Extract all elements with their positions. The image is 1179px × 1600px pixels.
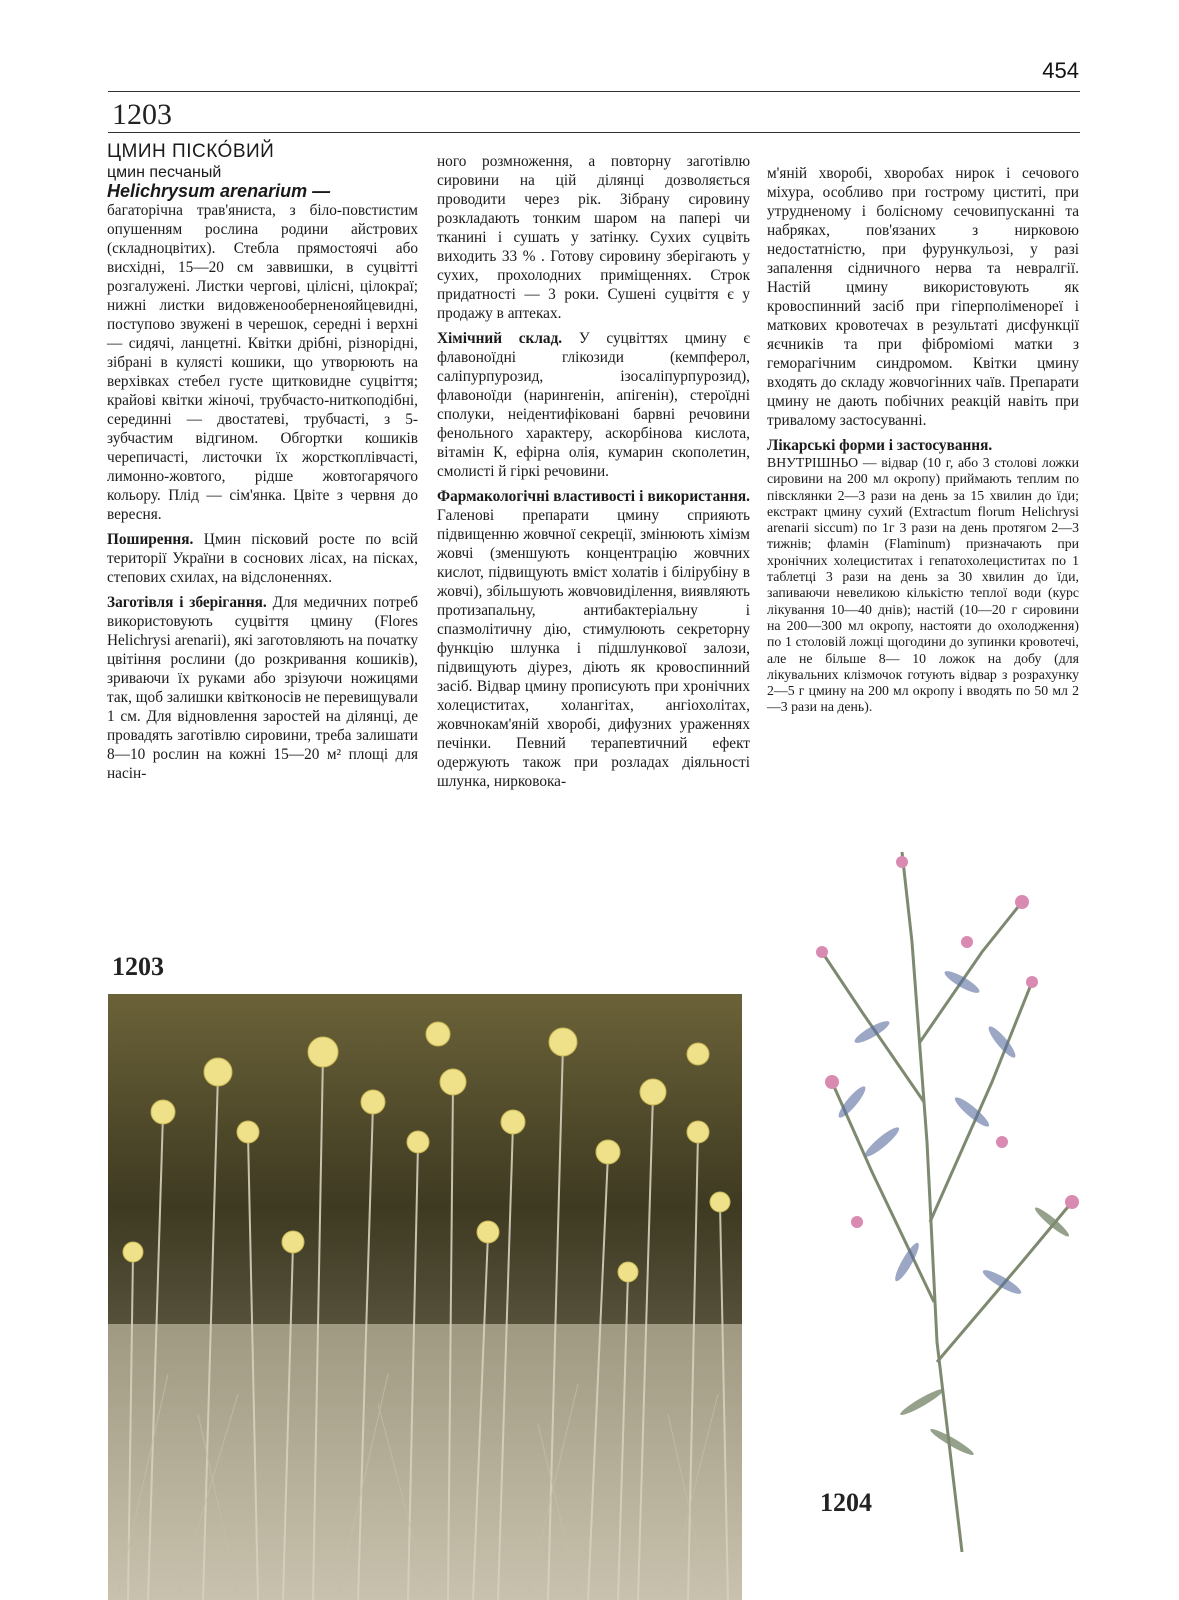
distribution-paragraph	[107, 530, 418, 587]
harvest-paragraph	[107, 593, 418, 783]
entry-number: 1203	[112, 98, 172, 131]
figure-label-1203: 1203	[112, 952, 164, 981]
plant-photo-illustration	[108, 994, 742, 1600]
entry-rule	[108, 132, 1080, 133]
section-heading: Поширення.	[107, 531, 194, 548]
section-text: У суцвіттях цмину є флавоноїдні глікозиди (кемпферол, саліпурпурозид, ізосаліпурпурозид), флавоноїди (наринrенін, апігенін), стероїдні сполуки, неідентифіковані барвні речовини фенольного характеру, аскорбінова кислота, вітамін К, ефірна олія, кумарин скополетин, смолисті й гіркі речовини.	[437, 330, 750, 480]
page-number: 454	[1042, 58, 1079, 83]
section-heading: Хімічний склад.	[437, 330, 563, 347]
section-text: Галенові препарати цмину сприяють підвищенню жовчної секреції, змінюють хімізм жовчі (зменшують концентрацію жовчних кислот, підвищують вміст холатів і білірубіну в жовчі), збільшують жовчовиділення, виявляють протизапальну, антибактеріальну і спазмолітичну дію, стимулюють секреторну функцію шлунка і підшлункової залози, підвищують діурез, діють як кровоспинний засіб. Відвар цмину прописують при хронічних холециститах, холангітах, ангіохолітах, жовчнокам'яній хворобі, дифузних ураженнях печінки. Певний терапевтичний ефект одержують також при розладах діяльності шлунка, нирковока-	[437, 507, 750, 790]
section-text: Цмин пісковий росте по всій території України в соснових лісах, на пісках, степових схилах, на відслоненнях.	[107, 531, 418, 586]
latin-name: Helichrysum arenarium —	[107, 181, 331, 201]
entry-title-ua: ЦМИН ПІСКО́ВИЙ	[107, 141, 275, 162]
section-heading: Заготівля і зберігання.	[107, 594, 267, 611]
dosage-paragraph: ВНУТРІШНЬО — відвар (10 г, або 3 столові ложки сировини на 200 мл окропу) приймають теплим по півсклянки 2—3 рази на день за 15 хвилин до їди; екстракт цмину сухий (Extractum florum Helichrysi arenarii siccum) по 1г 3 рази на день протягом 2—3 тижнів; фламін (Flaminum) призначають при хронічних холециститах і гепатохолециститах по 1 таблетці 3 рази на день за 30 хвилин до їди, запиваючи невеликою кількістю теплої води (курс лікування 10—40 днів); настій (10—20 г сировини на 200—300 мл окропу, настояти до охолодження) по 1 столовій ложці щогодини до зупинки кровотечі, але не більше 8— 10 ложок на добу (для лікувальних клізмочок готують відвар з розрахунку 2—5 г цмину на 200 мл окропу і вводять по 50 мл 2—3 рази на день).	[767, 455, 1079, 715]
pharmacology-continued: м'яній хворобі, хворобах нирок і сечового міхура, особливо при гострому циститі, при утрудненому і болісному сечовипусканні та набряках, пов'язаних з нирковою недостатністю, при фурункульозі, у разі запалення сідничного нерва та невралгії. Настій цмину використовують як кровоспинний засіб при гіперполіменореї і маткових кровотечах в результаті дисфункції яєчників та при фіброміомі матки з геморагічним синдромом. Квітки цмину входять до складу жовчогінних чаїв. Препарати цмину не дають побічних реакцій навіть при тривалому застосуванні.	[767, 165, 1079, 429]
plant-drawing	[762, 842, 1122, 1562]
chemistry-paragraph	[437, 329, 750, 481]
section-heading: Фармакологічні властивості і використання.	[437, 488, 750, 505]
description-paragraph: багаторічна трав'яниста, з біло-повстистим опушенням рослина родини айстрових (складноцвітих). Стебла прямостоячі або висхідні, 15—20 см заввишки, в суцвітті розгалужені. Листки чергові, цілісні, цілокраї; нижні листки видовженооберненояйцевидні, поступово звужені в черешок, середні і верхні — сидячі, ланцетні. Квітки дрібні, різнорідні, зібрані в кулясті кошики, що утворюють на верхівках стебел густе щитковидне суцвіття; крайові квітки жіночі, трубчасто-ниткоподібні, серединні — двостатеві, трубчасті, з 5-зубчастим відгином. Обгортки кошиків черепичасті, листочки їх жорсткоплівчасті, лимонно-жовтого, рідше жовтогарячого кольору. Плід — сім'янка. Цвіте з червня до вересня.	[107, 202, 418, 523]
header-rule	[108, 91, 1080, 92]
plant-drawing-illustration	[762, 842, 1122, 1562]
pharmacology-paragraph	[437, 487, 750, 791]
harvest-continued: ного розмноження, а повторну заготівлю сировини на цій ділянці дозволяється проводити через рік. Зібрану сировину розкладають тонким шаром на папері чи тканині і сушать у затінку. Сухих суцвіть виходить 33 % . Готову сировину зберігають у сухих, прохолодних приміщеннях. Строк придатності — 3 роки. Сушені суцвіття є у продажу в аптеках.	[437, 153, 750, 322]
figure-label-1204: 1204	[820, 1488, 872, 1517]
text-column-3	[767, 164, 1079, 722]
section-text: Для медичних потреб використовують суцвіття цмину (Flores Helichrysi arenarii), які заготовляють на початку цвітіння рослини (до розкривання кошиків), зриваючи їх руками або зрізуючи ножицями так, щоб залишки квітконосів не перевищували 1 см. Для відновлення заростей на ділянці, де провадять заготівлю сировини, треба залишати 8—10 рослин на кожні 15—20 м² площі для насін-	[107, 594, 418, 782]
section-heading: Лікарські форми і застосування.	[767, 437, 993, 454]
text-column-1	[107, 142, 418, 789]
entry-title-ru: цмин песчаный	[107, 164, 222, 181]
text-column-2	[437, 152, 750, 797]
plant-photo	[108, 994, 742, 1600]
